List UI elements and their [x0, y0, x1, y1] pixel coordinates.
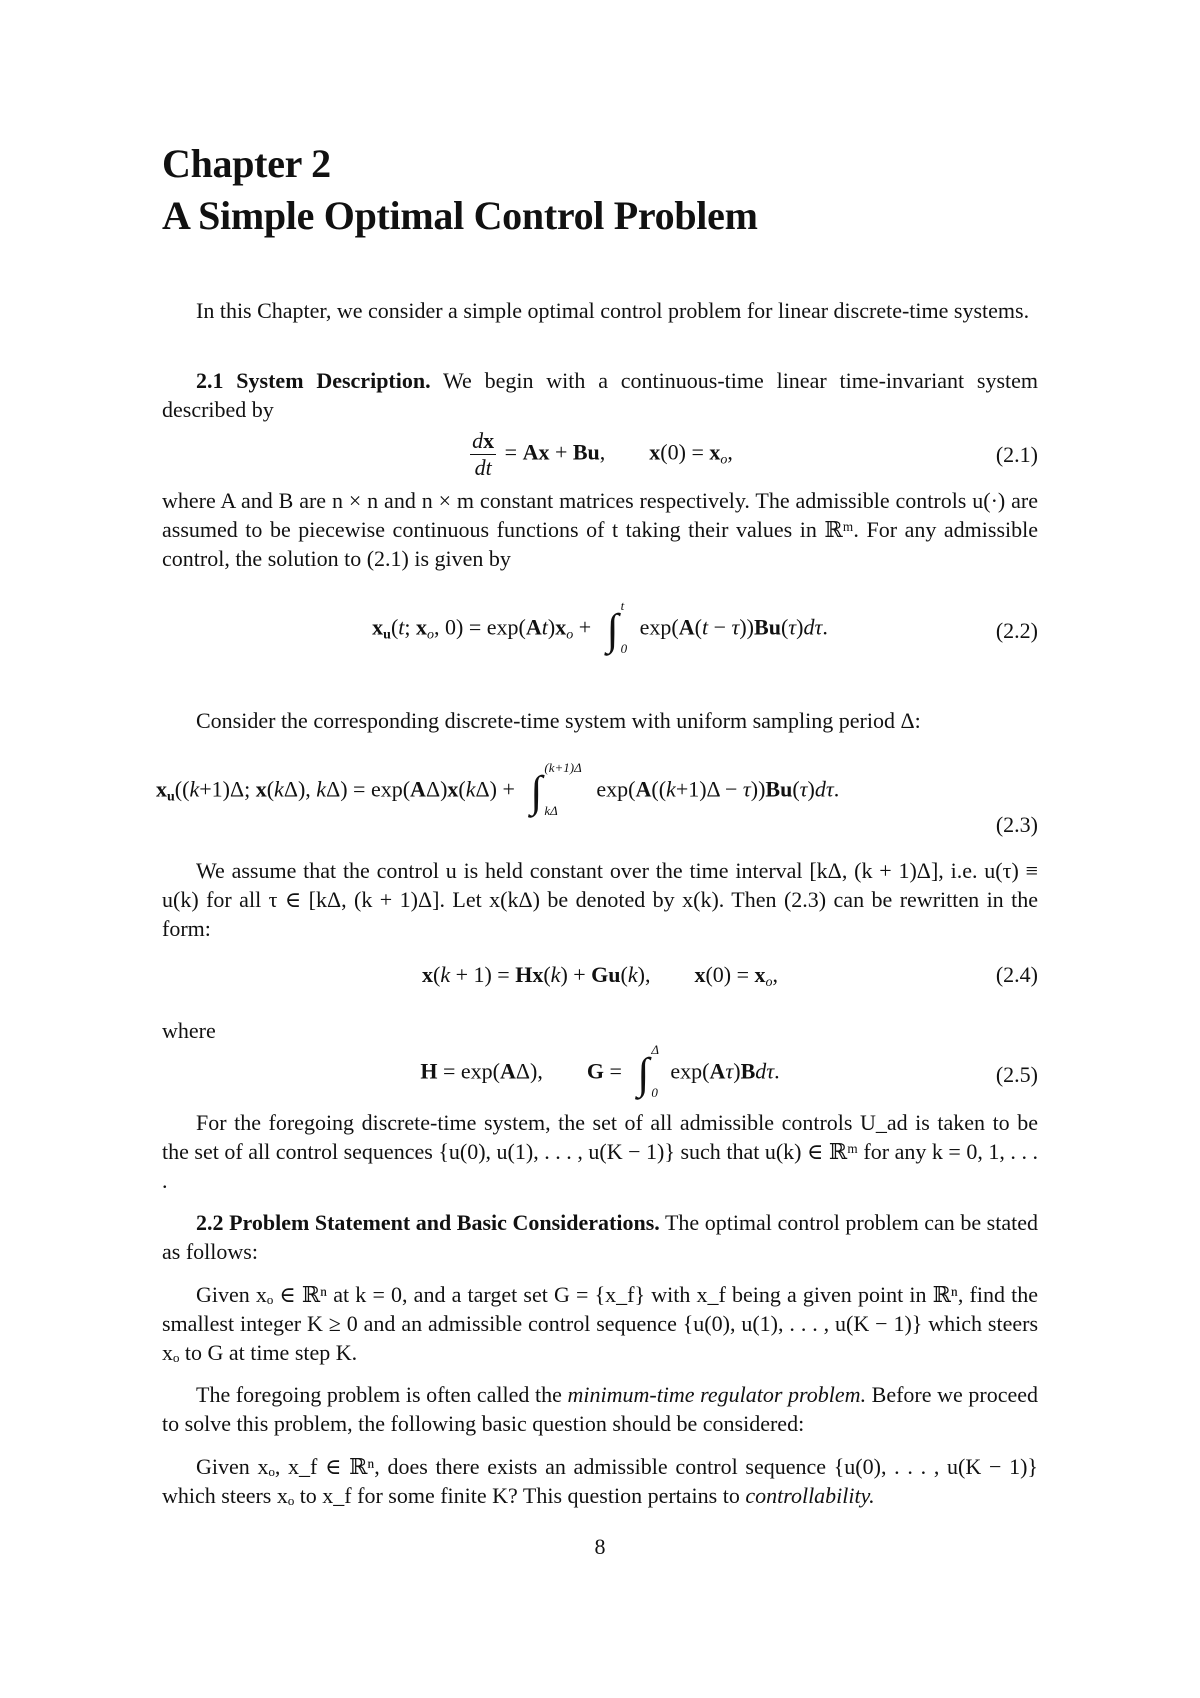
equation-2-4: [162, 962, 1038, 1002]
equation-2-2-number: (2.2): [995, 618, 1038, 643]
equation-2-1-body: $\frac{dx}{dt}$ = Ax + Bu, $x(0) = x_o$,: [472, 428, 733, 480]
equation-2-1-number: (2.1): [995, 442, 1038, 467]
page-number: 8: [594, 1534, 606, 1559]
section-2-2-lead: The optimal control problem can be stated as follows:: [162, 1210, 1038, 1264]
equation-2-4-body: x(k + 1) = Hx(k) + Gu(k), $x(0) = x_o$,: [421, 962, 779, 990]
equation-2-4-number: (2.4): [995, 962, 1038, 987]
chapter-number: Chapter 2: [162, 141, 331, 186]
where-label: where: [162, 1018, 216, 1043]
section-2-2-paragraph: [162, 1208, 1038, 1266]
equation-2-2: [162, 590, 1038, 660]
paragraph-admissible-controls: where A and B are n × n and n × m constant matrices respectively. The admissible controls u(·) are assumed to be piecewise continuous functions of t taking their values in ℝᵐ. For any admissible control, the solution to (2.1) is given by: [162, 488, 1038, 571]
intro-paragraph: In this Chapter, we consider a simple optimal control problem for linear discrete-time systems.: [196, 298, 1030, 323]
equation-2-1: [162, 428, 1038, 484]
section-2-1-lead: We begin with a continuous-time linear time-invariant system described by: [162, 368, 1039, 422]
controllability-term: controllability.: [745, 1483, 875, 1508]
equation-2-2-body: $x_u(t$; $x_o$, $0) = \exp(At)x_o$ + ∫ t 0 exp(A(t − τ))Bu(τ)dτ.: [372, 598, 828, 656]
equation-2-3-body: $x_u((k+1)\Delta$; x(kΔ), kΔ) = exp(AΔ)x(kΔ) + ∫ (k+1)Δ kΔ exp(A((k+1)Δ − τ))Bu(τ)dτ.: [156, 760, 840, 818]
paragraph-discrete: Consider the corresponding discrete-time system with uniform sampling period Δ:: [196, 708, 921, 733]
chapter-title: A Simple Optimal Control Problem: [162, 193, 758, 238]
minimum-time-term: minimum-time regulator problem.: [567, 1382, 867, 1407]
controllability-text-a: Given xₒ, x_f ∈ ℝⁿ, does there exists an admissible control sequence {u(0), . . . , u(K − 1)} which steers xₒ to x_f for some finite K? This question pertains to: [162, 1454, 1038, 1508]
paragraph-controllability: [162, 1452, 1038, 1510]
equation-2-5-body: H = exp(AΔ), G = ∫ Δ 0 exp(Aτ)Bdτ.: [420, 1042, 780, 1100]
paragraph-problem-statement: Given xₒ ∈ ℝⁿ at k = 0, and a target set G = {x_f} with x_f being a given point in ℝⁿ, find the smallest integer K ≥ 0 and an admissible control sequence {u(0), u(1), . . . , u(K − 1)} which steers xₒ to G at time step K.: [162, 1282, 1038, 1365]
equation-2-3-number: (2.3): [995, 812, 1038, 837]
section-2-1-paragraph: [162, 366, 1038, 424]
paragraph-assume: We assume that the control u is held constant over the time interval [kΔ, (k + 1)Δ], i.e. u(τ) ≡ u(k) for all τ ∈ [kΔ, (k + 1)Δ]. Let x(kΔ) be denoted by x(k). Then (2.3) can be rewritten in the form:: [162, 858, 1038, 941]
equation-2-3: [156, 752, 1038, 842]
equation-2-5-number: (2.5): [995, 1062, 1038, 1087]
minimum-time-text-a: The foregoing problem is often called the: [196, 1382, 562, 1407]
section-2-2-heading: 2.2 Problem Statement and Basic Considerations.: [196, 1210, 660, 1235]
paragraph-minimum-time: [162, 1380, 1038, 1438]
equation-2-5: [162, 1034, 1038, 1104]
section-2-1-heading: 2.1 System Description.: [196, 368, 431, 393]
paragraph-admissible-set: For the foregoing discrete-time system, the set of all admissible controls U_ad is taken to be the set of all control sequences {u(0), u(1), . . . , u(K − 1)} such that u(k) ∈ ℝᵐ for any k = 0, 1, . . . .: [162, 1110, 1038, 1193]
minimum-time-text-b: Before we proceed to solve this problem, the following basic question should be considered:: [162, 1382, 1038, 1436]
